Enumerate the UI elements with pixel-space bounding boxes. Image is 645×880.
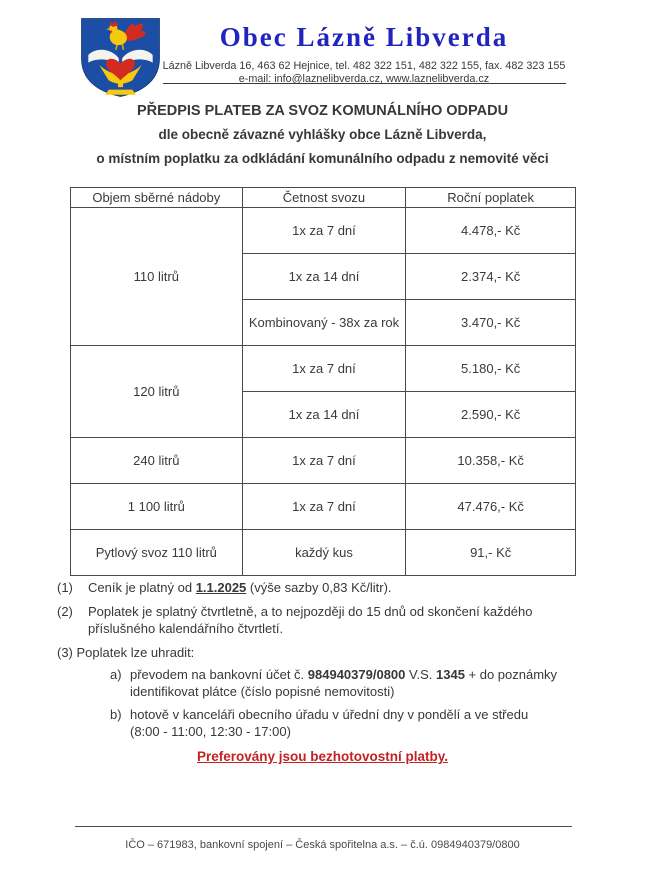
- letterhead: [158, 22, 570, 86]
- fee-cell: 2.374,- Kč: [406, 254, 576, 300]
- col-header-volume: Objem sběrné nádoby: [71, 188, 243, 208]
- fee-cell: 91,- Kč: [406, 530, 576, 576]
- option-b-label: b): [110, 707, 122, 722]
- org-name: Obec Lázně Libverda: [219, 22, 509, 52]
- option-a-line-2: identifikovat plátce (číslo popisné nemovitosti): [130, 684, 395, 699]
- note-2: [57, 603, 605, 637]
- note-2-number: (2): [57, 604, 73, 619]
- notes-section: [57, 579, 605, 746]
- bank-account-number: 984940379/0800: [307, 667, 406, 682]
- payment-option-a: [110, 666, 605, 700]
- payment-option-b: [110, 706, 605, 740]
- fee-cell: 3.470,- Kč: [406, 300, 576, 346]
- note-1-text: Ceník je platný od 1.1.2025 (výše sazby 0,83 Kč/litr).: [88, 580, 392, 595]
- frequency-cell: 1x za 7 dní: [242, 484, 406, 530]
- fee-cell: 4.478,- Kč: [406, 208, 576, 254]
- volume-cell: 110 litrů: [71, 208, 243, 346]
- col-header-fee: Roční poplatek: [406, 188, 576, 208]
- coat-of-arms-icon: [78, 16, 163, 99]
- volume-cell: 1 100 litrů: [71, 484, 243, 530]
- note-1-number: (1): [57, 580, 73, 595]
- highlight-note: Preferovány jsou bezhotovostní platby.: [196, 749, 449, 764]
- fees-table: [70, 187, 576, 576]
- volume-cell: 240 litrů: [71, 438, 243, 484]
- header-divider: [163, 83, 566, 84]
- frequency-cell: 1x za 7 dní: [242, 346, 406, 392]
- doc-title: PŘEDPIS PLATEB ZA SVOZ KOMUNÁLNÍHO ODPADU: [136, 103, 509, 119]
- frequency-cell: 1x za 7 dní: [242, 208, 406, 254]
- option-a-label: a): [110, 667, 122, 682]
- fee-cell: 2.590,- Kč: [406, 392, 576, 438]
- frequency-cell: 1x za 7 dní: [242, 438, 406, 484]
- fee-cell: 10.358,- Kč: [406, 438, 576, 484]
- option-b-line-1: hotově v kanceláři obecního úřadu v úřední dny v pondělí a ve středu: [130, 707, 529, 722]
- frequency-cell: každý kus: [242, 530, 406, 576]
- frequency-cell: Kombinovaný - 38x za rok: [242, 300, 406, 346]
- option-b-line-2: (8:00 - 11:00, 12:30 - 17:00): [130, 724, 291, 739]
- validity-date: 1.1.2025: [195, 580, 247, 595]
- variable-symbol: 1345: [436, 667, 465, 682]
- table-row: [71, 346, 576, 392]
- doc-subtitle-2: o místním poplatku za odkládání komunálního odpadu z nemovité věci: [96, 151, 549, 166]
- volume-cell: Pytlový svoz 110 litrů: [71, 530, 243, 576]
- document-title-block: [0, 103, 645, 166]
- volume-cell: 120 litrů: [71, 346, 243, 438]
- note-1: [57, 579, 605, 596]
- note-2-line-1: Poplatek je splatný čtvrtletně, a to nejpozději do 15 dnů od skončení každého: [88, 604, 533, 619]
- table-row: [71, 208, 576, 254]
- option-a-line-1: převodem na bankovní účet č. 984940379/0800 V.S. 1345 + do poznámky: [130, 667, 558, 682]
- footer-divider: [75, 826, 572, 827]
- frequency-cell: 1x za 14 dní: [242, 254, 406, 300]
- table-row: [71, 530, 576, 576]
- table-row: [71, 438, 576, 484]
- fee-cell: 47.476,- Kč: [406, 484, 576, 530]
- note-3: (3) Poplatek lze uhradit:: [57, 645, 195, 660]
- fee-cell: 5.180,- Kč: [406, 346, 576, 392]
- doc-subtitle-1: dle obecně závazné vyhlášky obce Lázně Libverda,: [158, 127, 487, 142]
- col-header-frequency: Četnost svozu: [242, 188, 406, 208]
- table-row: [71, 484, 576, 530]
- address-line: Lázně Libverda 16, 463 62 Hejnice, tel. 482 322 151, 482 322 155, fax. 482 323 155: [162, 60, 566, 72]
- note-2-line-2: příslušného kalendářního čtvrtletí.: [88, 621, 284, 636]
- contact-line: e-mail: info@laznelibverda.cz, www.laznelibverda.cz: [238, 73, 490, 85]
- frequency-cell: 1x za 14 dní: [242, 392, 406, 438]
- table-header-row: [71, 188, 576, 208]
- footer-info: IČO – 671983, bankovní spojení – Česká spořitelna a.s. – č.ú. 0984940379/0800: [125, 839, 520, 851]
